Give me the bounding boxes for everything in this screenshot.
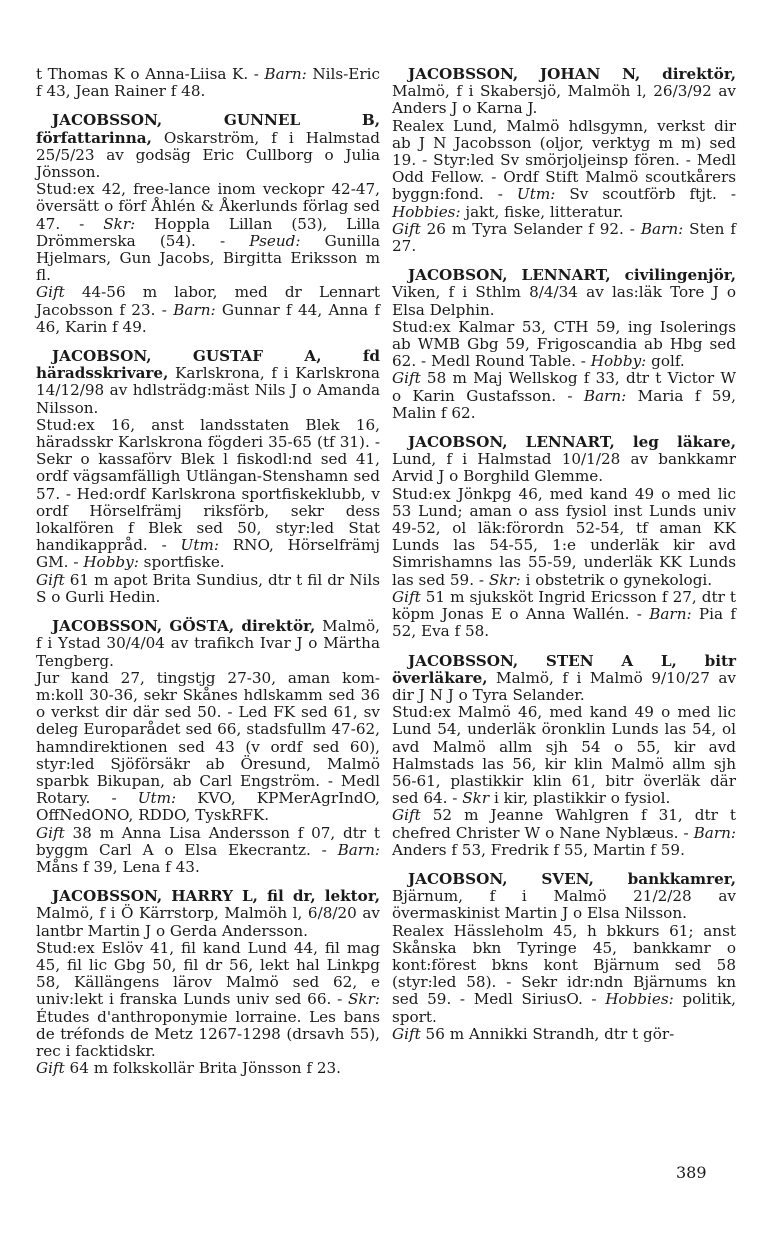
entry-heading (392, 871, 736, 923)
section-label: Utm: (137, 789, 177, 808)
section-label: Hobby: (83, 553, 139, 572)
person-name: JACOBSSON, GÖSTA, (52, 617, 235, 636)
section-label: Skr (462, 789, 490, 808)
section-text: Stud:ex Malmö 46, med kand 49 o med lic Lund 54, underläk öronklin Lunds las 54, ol avd Malmö allm sjh 54 o 55, kir avd Halmstads las 56, kir klin Malmö allm sjh 56-61, plastikkir klin 61, bitr överläk där sed 64. - (392, 703, 736, 808)
section-text: Stud:ex 42, free-lance inom veckopr 42-47, översätt o förf Åhlén & Åkerlunds förlag sed 47. - (36, 180, 380, 233)
section-text: 61 m apot Brita Sundius, dtr t fil dr Nils S o Gurli Hedin. (36, 570, 380, 606)
section-text: Maria f 59, Malin f 62. (392, 386, 736, 422)
section-label: Gift (392, 806, 421, 825)
section-text: 51 m sjuksköt Ingrid Ericsson f 27, dtr t köpm Jonas E o Anna Wallén. - (392, 587, 736, 624)
entry-section (36, 670, 380, 825)
section-label: Barn: (337, 840, 380, 859)
entry-section (392, 118, 736, 221)
entry-heading (392, 653, 736, 705)
entry-section (392, 589, 736, 641)
section-text: 44-56 m labor, med dr Lennart Jacobsson f 23. - (36, 283, 380, 319)
bio-entry (392, 267, 736, 422)
section-text: 58 m Maj Wellskog f 33, dtr t Victor W o Karin Gustafsson. - (392, 369, 736, 405)
birth-info: Oskarström, f i Halmstad 25/5/23 av godsäg Eric Cullborg o Julia Jönsson. (36, 128, 380, 182)
person-name: JACOBSON, SVEN, (408, 869, 594, 888)
section-text: Realex Lund, Malmö hdlsgymn, verkst dir ab J N Jacobsson (oljor, verktyg m m) sed 19. - Styr:led Sv smörjoljeinsp fören. - Medl Odd Fellow. - Ordf Stift Malmö scoutkårers byggn:fond. - (392, 116, 736, 204)
bio-entry (36, 618, 380, 876)
person-title: direktör, (234, 617, 316, 636)
entry-section (392, 923, 736, 1026)
section-text: Jur kand 27, tingstjg 27-30, aman kom-m:koll 30-36, sekr Skånes hdlskamm sed 36 o verkst dir där sed 50. - Led FK sed 61, sv deleg Europarådet sed 66, stadsfullm 47-62, hamndirektionen sed 43 (v ordf sed 60), styr:led Sjöförsäkr ab Öresund, Malmö sparbk Bikupan, ab Carl Engström. - Medl Rotary. - (36, 668, 380, 808)
entry-section (36, 1060, 380, 1077)
section-text: Måns f 39, Lena f 43. (36, 857, 200, 876)
section-text: Stud:ex Kalmar 53, CTH 59, ing Isolerings ab WMB Gbg 59, Frigoscandia ab Hbg sed 62. - Medl Round Table. - (392, 317, 736, 371)
section-label: Gift (392, 369, 421, 388)
section-text: Stud:ex Jönkpg 46, med kand 49 o med lic 53 Lund; aman o ass fysiol inst Lunds univ 49-52, ol läk:förordn 52-54, tf aman KK Lunds las 54-55, 1:e underläk kir avd Simrishamns las 55-59, underläk KK Lunds las sed 59. - (392, 484, 736, 589)
person-title: civilingenjör, (610, 266, 736, 285)
section-text: 64 m folkskollär Brita Jönsson f 23. (64, 1059, 341, 1078)
section-label: Barn: (649, 605, 692, 624)
person-name: JACOBSSON, JOHAN N, (408, 65, 641, 83)
entry-section (392, 1026, 736, 1043)
section-text: 38 m Anna Lisa Andersson f 07, dtr t byggm Carl A o Elsa Ekecrantz. - (36, 823, 380, 859)
right-column (392, 66, 736, 1055)
bio-entry (392, 653, 736, 859)
birth-info: Malmö, f i Ö Kärrstorp, Malmöh l, 6/8/20 av lantbr Martin J o Gerda Andersson. (36, 904, 380, 940)
section-text: Anders f 53, Fredrik f 55, Martin f 59. (392, 840, 685, 859)
page-number: 389 (676, 1163, 707, 1182)
section-text: i kir, plastikkir o fysiol. (489, 789, 671, 808)
entry-heading (392, 434, 736, 486)
birth-info: Malmö, f i Skabersjö, Malmöh l, 26/3/92 av Anders J o Karna J. (392, 82, 736, 118)
section-label: Barn: (173, 300, 216, 319)
bio-entry (392, 434, 736, 640)
entry-section (392, 221, 736, 255)
entry-section (392, 486, 736, 589)
entry-heading (36, 112, 380, 181)
section-text: t Thomas K o Anna-Liisa K. - (36, 65, 265, 83)
person-name: JACOBSSON, HARRY L, (52, 887, 258, 906)
section-label: Utm: (516, 185, 556, 204)
entry-heading (36, 888, 380, 940)
bio-entry (36, 66, 380, 100)
section-label: Gift (36, 283, 65, 302)
section-label: Hobbies: (392, 202, 461, 221)
bio-entry (36, 348, 380, 606)
birth-info: Malmö, f i Ystad 30/4/04 av trafikch Ivar J o Märtha Tengberg. (36, 617, 380, 670)
entry-heading (392, 267, 736, 319)
person-title: bankkamrer, (593, 869, 736, 888)
section-text: Gunilla Hjelmars, Gun Jacobs, Birgitta Eriksson m fl. (36, 231, 380, 285)
section-text: golf. (646, 352, 685, 371)
entry-heading (36, 348, 380, 417)
person-title: direktör, (640, 65, 736, 83)
bio-entry (36, 888, 380, 1077)
section-text: jakt, fiske, litteratur. (460, 202, 624, 221)
birth-info: Lund, f i Halmstad 10/1/28 av bankkamr Arvid J o Borghild Glemme. (392, 450, 736, 486)
birth-info: Viken, f i Sthlm 8/4/34 av las:läk Tore J o Elsa Delphin. (392, 283, 736, 319)
section-label: Hobbies: (605, 990, 674, 1009)
entry-heading (392, 66, 736, 118)
entry-section (36, 417, 380, 572)
section-label: Gift (392, 587, 421, 606)
person-title: bitr överläkare, (392, 651, 736, 687)
section-text: sportfiske. (138, 553, 225, 572)
section-label: Barn: (264, 65, 307, 83)
entry-section (36, 284, 380, 336)
section-text: RNO, Hörselfrämj GM. - (36, 536, 380, 572)
section-text: i obstetrik o gynekologi. (520, 570, 713, 589)
section-text: Gunnar f 44, Anna f 46, Karin f 49. (36, 300, 380, 336)
section-text: politik, sport. (392, 990, 736, 1026)
section-text: Stud:ex 16, anst landsstaten Blek 16, häradsskr Karlskrona fögderi 35-65 (tf 31). - Sekr o kassaförv Blek l fiskodl:nd sed 41, ordf vägsamfälligh Utlängan-Stenshamn sed 57. - Hed:ordf Karlskrona sportfiskeklubb, v ordf Hörselfrämj riksförb, sekr dess lokalfören f Blek sed 50, styr:led Stat handikappråd. - (36, 415, 380, 555)
section-text: Études d'anthroponymie lorraine. Les bans de tréfonds de Metz 1267-1298 (drsavh 55), rec i facktidskr. (36, 1007, 380, 1060)
person-name: JACOBSON, GUSTAF A, (52, 347, 322, 366)
entry-section (36, 940, 380, 1060)
section-label: Utm: (180, 536, 219, 555)
person-title: författarinna, (36, 128, 152, 147)
person-title: leg läkare, (614, 433, 736, 452)
bio-entry (392, 66, 736, 255)
section-text: Hoppla Lillan (53), Lilla Drömmerska (54). - (36, 214, 380, 250)
entry-section (392, 807, 736, 859)
person-title: fil dr, lektor, (257, 887, 380, 906)
section-label: Gift (36, 1059, 65, 1078)
section-text: Pia f 52, Eva f 58. (392, 605, 736, 641)
section-label: Skr: (488, 570, 521, 589)
section-text: KVO, KPMerAgrIndO, OffNedONO, RDDO, TyskRFK. (36, 789, 380, 825)
section-text: Nils-Eric f 43, Jean Rainer f 48. (36, 65, 380, 101)
section-text: 26 m Tyra Selander f 92. - (420, 219, 641, 238)
section-label: Barn: (693, 823, 736, 842)
entry-section (36, 572, 380, 606)
section-label: Gift (36, 570, 65, 589)
section-label: Barn: (583, 386, 627, 405)
section-text: Sv scoutförb ftjt. - (555, 185, 736, 204)
section-label: Gift (392, 1024, 421, 1043)
section-text: Sten f 27. (392, 219, 736, 256)
section-label: Gift (36, 823, 65, 842)
person-title: fd häradsskrivare, (36, 347, 380, 383)
entry-section (392, 704, 736, 807)
birth-info: Bjärnum, f i Malmö 21/2/28 av övermaskinist Martin J o Elsa Nilsson. (392, 887, 736, 923)
section-text: Stud:ex Eslöv 41, fil kand Lund 44, fil mag 45, fil lic Gbg 50, fil dr 56, lekt hal Linkpg 58, Källängens lärov Malmö sed 62, e univ:lekt i franska Lunds univ sed 66. - (36, 938, 380, 1009)
person-name: JACOBSSON, STEN A L, (408, 651, 677, 670)
birth-info: Malmö, f i Malmö 9/10/27 av dir J N J o Tyra Selander. (392, 668, 736, 704)
person-name: JACOBSON, LENNART, (408, 266, 611, 285)
section-label: Skr: (103, 214, 136, 233)
entry-section (392, 370, 736, 422)
continuation-text (36, 66, 380, 100)
bio-entry (36, 112, 380, 336)
section-label: Skr: (348, 990, 380, 1009)
left-column (36, 66, 380, 1089)
section-label: Gift (392, 219, 421, 238)
section-text: Realex Hässleholm 45, h bkkurs 61; anst Skånska bkn Tyringe 45, bankkamr o kont:förest bkns kont Bjärnum sed 58 (styr:led 58). - Sekr idr:ndn Bjärnums kn sed 59. - Medl SiriusO. - (392, 921, 736, 1009)
entry-section (392, 319, 736, 371)
bio-entry (392, 871, 736, 1043)
entry-section (36, 825, 380, 877)
entry-heading (36, 618, 380, 670)
section-text: 56 m Annikki Strandh, dtr t gör- (420, 1024, 675, 1043)
person-name: JACOBSON, LENNART, (408, 433, 615, 452)
section-label: Pseud: (249, 231, 301, 250)
section-text: 52 m Jeanne Wahlgren f 31, dtr t chefred Christer W o Nane Nyblæus. - (392, 806, 736, 842)
person-name: JACOBSSON, GUNNEL B, (52, 111, 380, 130)
entry-section (36, 181, 380, 284)
section-label: Barn: (640, 219, 684, 238)
birth-info: Karlskrona, f i Karlskrona 14/12/98 av hdlsträdg:mäst Nils J o Amanda Nilsson. (36, 364, 380, 417)
section-label: Hobby: (590, 352, 647, 371)
